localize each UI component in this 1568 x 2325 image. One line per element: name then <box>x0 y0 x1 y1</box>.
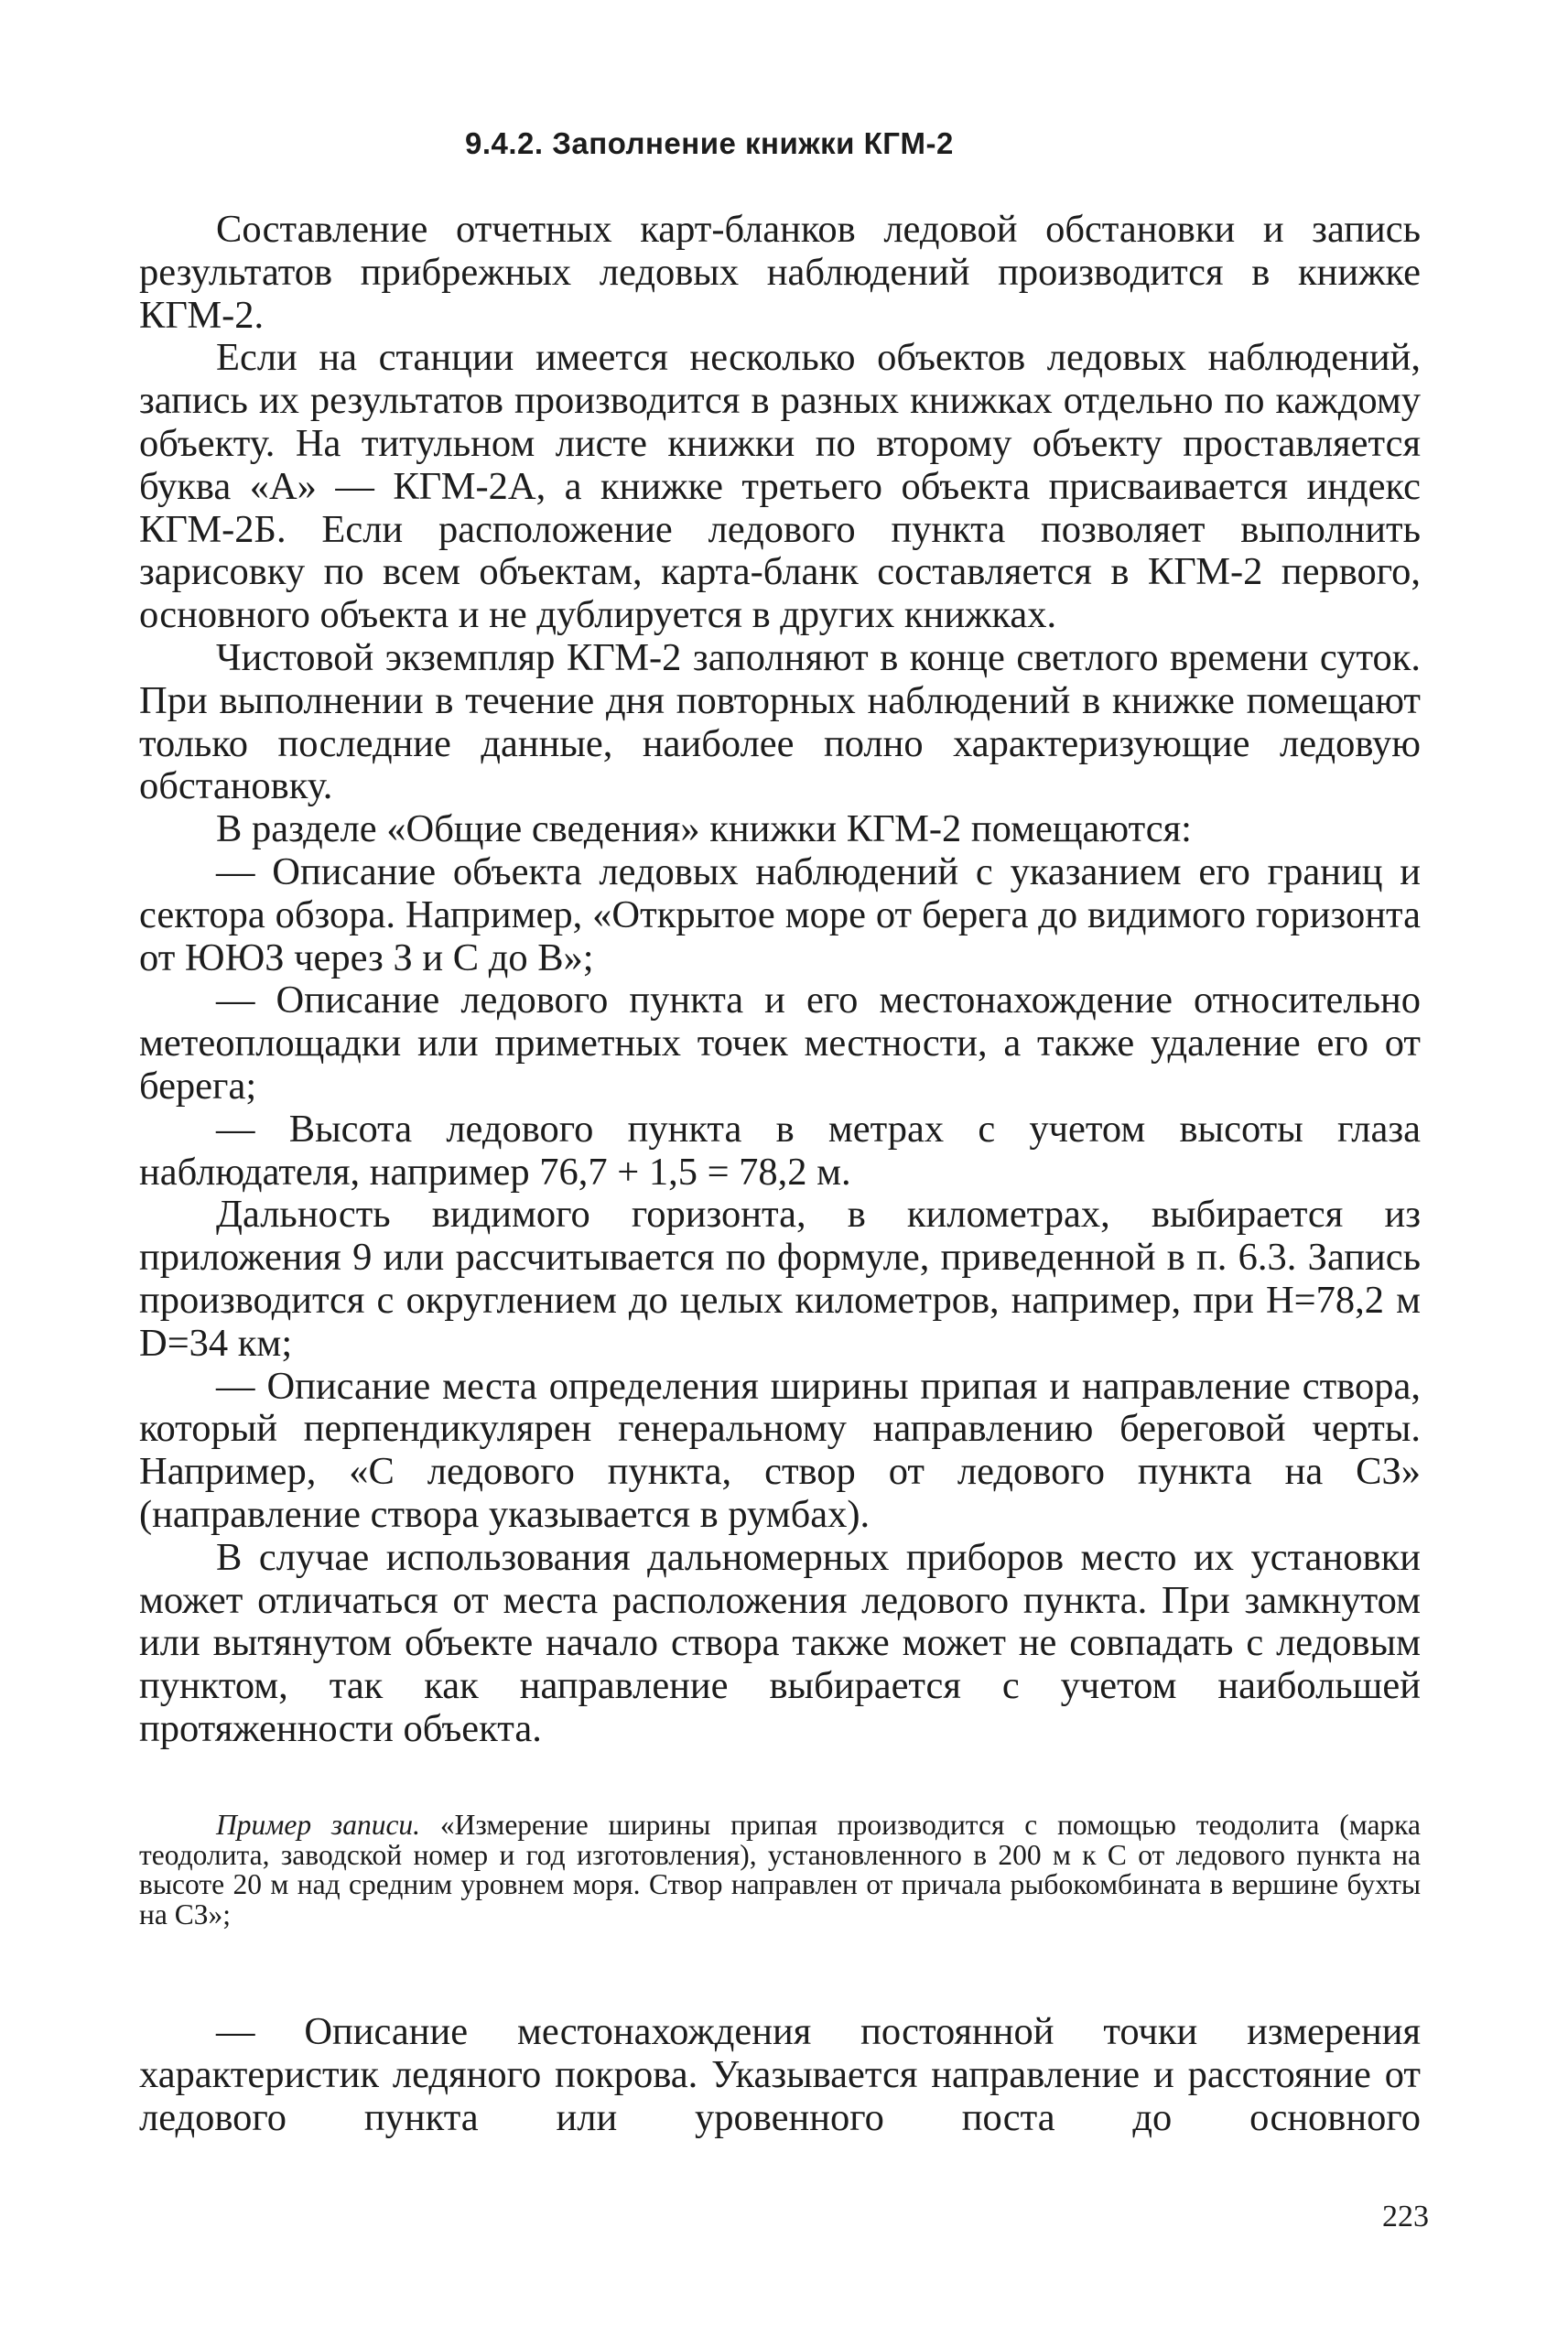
list-item-ice-point-height: — Высота ледового пункта в метрах с учетом высоты глаза наблюдателя, например 76,7 + 1,5 = 78,2 м. <box>139 1107 1421 1194</box>
paragraph-rangefinder: В случае использования дальномерных приборов место их установки может отличаться от места расположения ледового пункта. При замкнутом или вытянутом объекте начало створа также может не совпадать с ледовым пунктом, так как направление выбирается с учетом наибольшей протяженности объекта. <box>139 1535 1421 1750</box>
list-item-measurement-point: — Описание местонахождения постоянной точки измерения характеристик ледяного покрова. Указывается направление и расстояние от ледового пункта или уровенного поста до основного <box>139 2010 1421 2139</box>
paragraph-clean-copy: Чистовой экземпляр КГМ-2 заполняют в конце светлого времени суток. При выполнении в течение дня повторных наблюдений в книжке помещают только последние данные, наиболее полно характеризующие ледовую обстановку. <box>139 635 1421 808</box>
example-block <box>139 1811 1421 1930</box>
section-heading: 9.4.2. Заполнение книжки КГМ-2 <box>465 126 954 160</box>
example-lead: Пример записи. <box>216 1809 421 1841</box>
paragraph-intro: Составление отчетных карт-бланков ледовой обстановки и запись результатов прибрежных ледовых наблюдений производится в книжке КГМ-2. <box>139 208 1421 337</box>
paragraph-general-info: В разделе «Общие сведения» книжки КГМ-2 помещаются: <box>216 807 1192 851</box>
paragraph-multiple-objects: Если на станции имеется несколько объектов ледовых наблюдений, запись их результатов производится в разных книжках отдельно по каждому объекту. На титульном листе книжки по второму объекту проставляется буква «А» — КГМ-2А, а книжке третьего объекта присваивается индекс КГМ-2Б. Если расположение ледового пункта позволяет выполнить зарисовку по всем объектам, карта-бланк составляется в КГМ-2 первого, основного объекта и не дублируется в других книжках. <box>139 336 1421 637</box>
body-text <box>139 209 1421 1751</box>
list-item-fast-ice-width: — Описание места определения ширины припая и направление створа, который перпендикулярен генеральному направлению береговой черты. Например, «С ледового пункта, створ от ледового пункта на СЗ» (направление створа указывается в румбах). <box>139 1364 1421 1536</box>
list-item-object-description: — Описание объекта ледовых наблюдений с указанием его границ и сектора обзора. Например, «Открытое море от берега до видимого горизонта от ЮЮЗ через З и С до В»; <box>139 849 1421 979</box>
paragraph-horizon-distance: Дальность видимого горизонта, в километрах, выбирается из приложения 9 или рассчитывается по формуле, приведенной в п. 6.3. Запись производится с округлением до целых километров, например, при Н=78,2 м D=34 км; <box>139 1193 1421 1365</box>
list-item-ice-point-description: — Описание ледового пункта и его местонахождение относительно метеоплощадки или приметных точек местности, а также удаление его от берега; <box>139 979 1421 1108</box>
body-text-bottom <box>139 2011 1421 2139</box>
page-number: 223 <box>1382 2200 1429 2233</box>
example-paragraph <box>139 1811 1421 1930</box>
example-text: «Измерение ширины припая производится с помощью теодолита (марка теодолита, заводской номер и год изготовления), установленного в 200 м к С от ледового пункта на высоте 20 м над средним уровнем моря. Створ направлен от причала рыбокомбината в вершине бухты на СЗ»; <box>139 1809 1421 1930</box>
